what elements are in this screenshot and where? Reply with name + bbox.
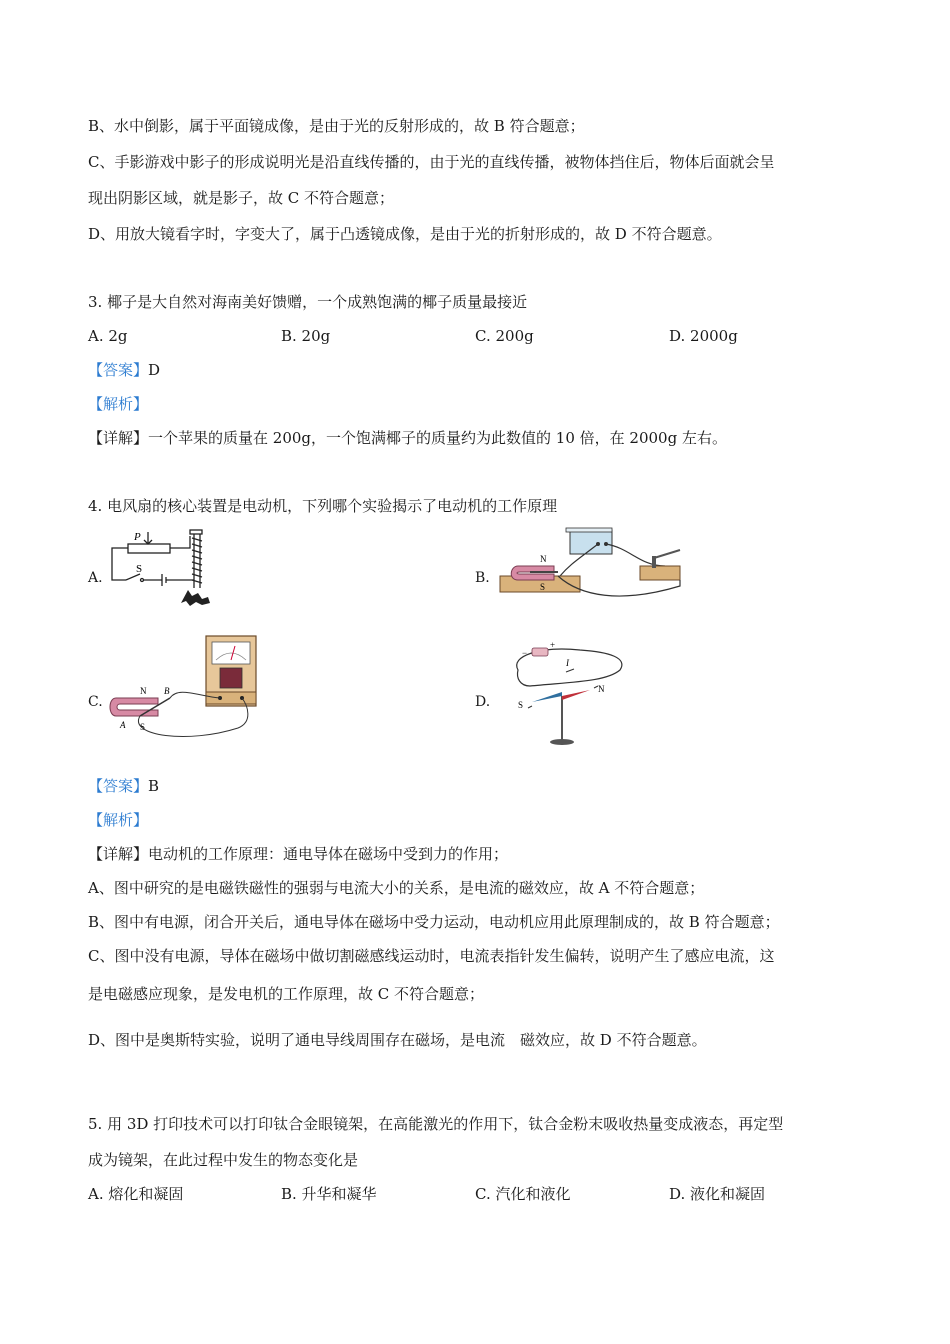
switch — [640, 566, 680, 580]
fig-c-s-label: S — [140, 722, 146, 732]
fig-a-s-label: S — [136, 563, 143, 575]
q5-option-a: A. 熔化和凝固 — [88, 1185, 184, 1203]
q4-answer — [88, 776, 159, 796]
power-supply — [570, 530, 612, 554]
rheostat — [128, 544, 170, 553]
q5-option-c: C. 汽化和液化 — [475, 1185, 571, 1203]
q3-option-d: D. 2000g — [669, 327, 738, 345]
fig-d-plus-label: + — [550, 640, 556, 650]
fig-c-b-label: B — [164, 686, 170, 696]
figure-c-induction-experiment — [108, 636, 278, 746]
q3-option-b: B. 20g — [281, 327, 331, 345]
figure-b-motor-experiment — [500, 526, 695, 610]
fig-a-p-label: P — [134, 531, 141, 543]
fig-c-n-label: N — [140, 686, 147, 696]
q4-figure-label-c: C. — [88, 694, 103, 710]
q3-answer-value: D — [148, 361, 161, 379]
iron-filings — [181, 590, 210, 606]
q4-analysis-c-line1: C、图中没有电源，导体在磁场中做切割磁感线运动时，电流表指针发生偏转，说明产生了感应电流，这 — [88, 947, 775, 965]
q2-analysis-c-line2: 现出阴影区域，就是影子，故 C 不符合题意； — [88, 189, 395, 207]
q4-answer-value: B — [148, 777, 160, 795]
q2-analysis-d: D、用放大镜看字时，字变大了，属于凸透镜成像，是由于光的折射形成的，故 D 不符合题意。 — [88, 225, 722, 243]
q4-detail: 【详解】电动机的工作原理：通电导体在磁场中受到力的作用； — [88, 845, 509, 863]
horseshoe-magnet-c — [110, 698, 158, 716]
fig-d-s-label: S — [518, 700, 524, 710]
q5-option-b: B. 升华和凝华 — [281, 1185, 377, 1203]
q5-options — [88, 1184, 848, 1204]
q2-analysis-c-line1: C、手影游戏中影子的形成说明光是沿直线传播的，由于光的直线传播，被物体挡住后，物体后面就会呈 — [88, 153, 775, 171]
q3-answer-tag: 【答案】 — [88, 361, 149, 379]
figure-a-electromagnet — [100, 528, 230, 608]
q3-option-a: A. 2g — [88, 327, 128, 345]
q4-figure-label-a: A. — [88, 570, 103, 586]
q4-figure-label-d: D. — [475, 694, 491, 710]
q3-detail: 【详解】一个苹果的质量在 200g，一个饱满椰子的质量约为此数值的 10 倍，在 2000g 左右。 — [88, 429, 727, 447]
q4-analysis-d: D、图中是奥斯特实验，说明了通电导线周围存在磁场，是电流 磁效应，故 D 不符合题意。 — [88, 1031, 707, 1049]
compass-needle-south — [532, 692, 562, 702]
q3-options — [88, 326, 848, 346]
q4-figure-label-b: B. — [475, 570, 490, 586]
q4-stem: 4. 电风扇的核心装置是电动机，下列哪个实验揭示了电动机的工作原理 — [88, 497, 558, 515]
q4-answer-tag: 【答案】 — [88, 777, 149, 795]
fig-d-i-label: I — [566, 658, 569, 668]
q4-analysis-tag: 【解析】 — [88, 811, 149, 829]
q3-answer — [88, 360, 160, 380]
q4-analysis-b: B、图中有电源，闭合开关后，通电导体在磁场中受力运动，电动机应用此原理制成的，故 B 符合题意； — [88, 913, 780, 931]
q5-stem-line1: 5. 用 3D 打印技术可以打印钛合金眼镜架，在高能激光的作用下，钛合金粉末吸收热量变成液态，再定型 — [88, 1115, 784, 1133]
fig-b-s-label: S — [540, 582, 546, 592]
fig-d-minus-label: − — [522, 648, 528, 658]
q4-analysis-a: A、图中研究的是电磁铁磁性的强弱与电流大小的关系，是电流的磁效应，故 A 不符合题意； — [88, 879, 705, 897]
fig-d-n-label: N — [598, 684, 605, 694]
q5-option-d: D. 液化和凝固 — [669, 1185, 766, 1203]
compass-needle-north — [562, 690, 590, 700]
fig-b-n-label: N — [540, 554, 547, 564]
battery — [532, 648, 548, 656]
q5-stem-line2: 成为镜架，在此过程中发生的物态变化是 — [88, 1151, 359, 1169]
q2-analysis-b: B、水中倒影，属于平面镜成像，是由于光的反射形成的，故 B 符合题意； — [88, 117, 585, 135]
q3-analysis-tag: 【解析】 — [88, 395, 149, 413]
q4-analysis-c-line2: 是电磁感应现象，是发电机的工作原理，故 C 不符合题意； — [88, 985, 485, 1003]
q3-stem: 3. 椰子是大自然对海南美好馈赠，一个成熟饱满的椰子质量最接近 — [88, 293, 528, 311]
fig-c-a-label: A — [120, 720, 126, 730]
q3-option-c: C. 200g — [475, 327, 534, 345]
figure-d-oersted-experiment — [510, 642, 630, 746]
